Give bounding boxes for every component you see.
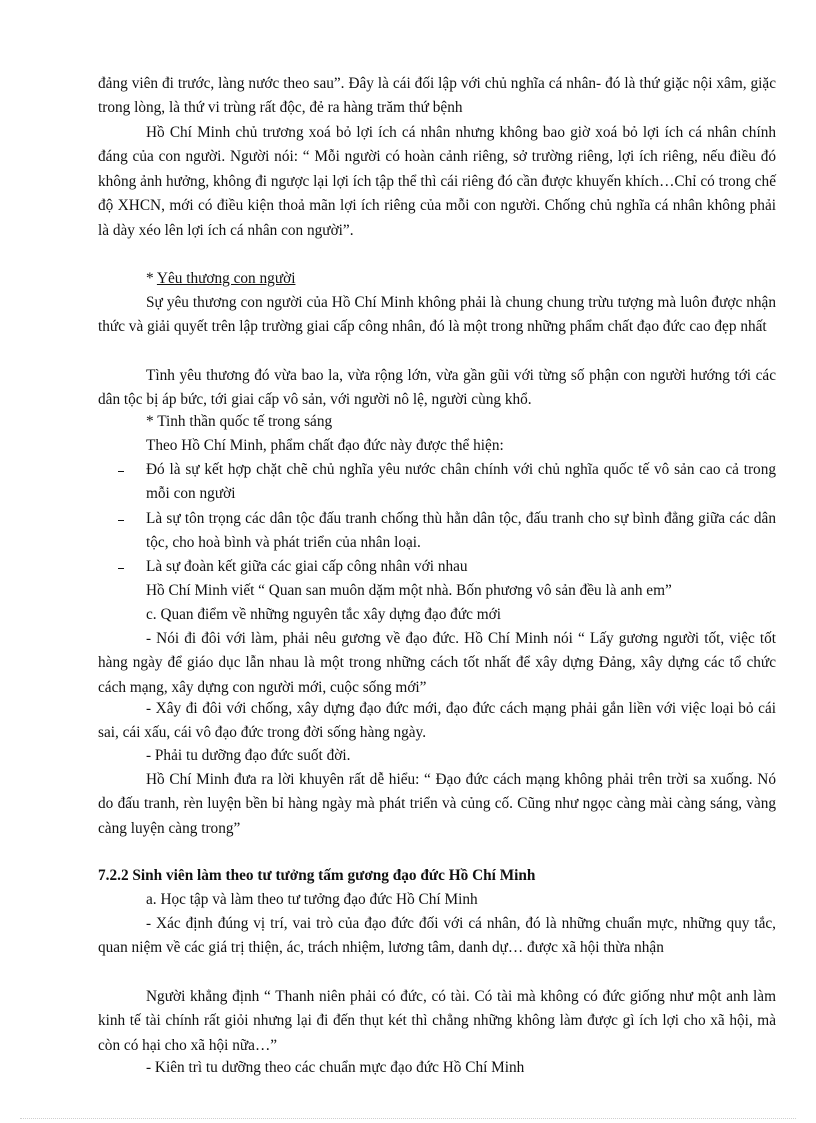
- heading-love-people: [98, 267, 776, 291]
- bullet-item-1: Đó là sự kết hợp chặt chẽ chủ nghĩa yêu nước chân chính với chủ nghĩa quốc tế vô sản cao cả trong mỗi con người: [146, 461, 776, 503]
- heading-bullet-star: *: [146, 270, 157, 287]
- heading-love-people-text: Yêu thương con người: [156, 270, 296, 287]
- paragraph-individualism: đảng viên đi trước, làng nước theo sau”. Đây là cái đối lập với chủ nghĩa cá nhân- đó là thứ giặc nội xâm, giặc trong lòng, là thứ vi trùng rất độc, đẻ ra hàng trăm thứ bệnh: [98, 75, 776, 117]
- paragraph-advice-quote: Hồ Chí Minh đưa ra lời khuyên rất dễ hiểu: “ Đạo đức cách mạng không phải trên trời sa xuống. Nó do đấu tranh, rèn luyện bền bỉ hàng ngày mà phát triển và củng cố. Cũng như ngọc càng mài càng sáng, vàng càng luyện càng trong”: [98, 771, 776, 837]
- bullet-dash-2: [118, 520, 124, 521]
- bullet-dash-3: [118, 568, 124, 569]
- heading-principles: c. Quan điểm về những nguyên tắc xây dựng đạo đức mới: [146, 606, 501, 623]
- paragraph-ethics-role: - Xác định đúng vị trí, vai trò của đạo đức đối với cá nhân, đó là những chuẩn mực, những quy tắc, quan niệm về các giá trị thiện, ác, trách nhiệm, lương tâm, danh dự… được xã hội thừa nhận: [98, 915, 776, 957]
- paragraph-principle-build: - Xây đi đôi với chống, xây dựng đạo đức mới, đạo đức cách mạng phải gắn liền với việc loại bỏ cái sai, cái xấu, cái vô đạo đức trong đời sống hàng ngày.: [98, 700, 776, 742]
- heading-internationalism: * Tinh thần quốc tế trong sáng: [146, 413, 333, 430]
- bullet-item-2: Là sự tôn trọng các dân tộc đấu tranh chống thù hằn dân tộc, đấu tranh cho sự bình đẳng giữa các dân tộc, cho hoà bình và phát triển của nhân loại.: [146, 510, 776, 552]
- bullet-dash-1: [118, 471, 124, 472]
- paragraph-principle-example: - Nói đi đôi với làm, phải nêu gương về đạo đức. Hồ Chí Minh nói “ Lấy gương người tốt, việc tốt hàng ngày để giáo dục lẫn nhau là một trong những cách tốt nhất để xây dựng Đảng, xây dựng các tổ chức cách mạng, xây dựng con người mới, cuộc sống mới”: [98, 630, 776, 696]
- section-heading-722: 7.2.2 Sinh viên làm theo tư tưởng tấm gương đạo đức Hồ Chí Minh: [98, 867, 536, 884]
- paragraph-personal-interest: Hồ Chí Minh chủ trương xoá bỏ lợi ích cá nhân nhưng không bao giờ xoá bỏ lợi ích cá nhân chính đáng của con người. Người nói: “ Mỗi người có hoàn cảnh riêng, sở trường riêng, lợi ích riêng, nếu điều đó không ảnh hưởng, không đi ngược lại lợi ích tập thể thì cái riêng đó cần được khuyến khích…Chỉ có trong chế độ XHCN, mới có điều kiện thoả mãn lợi ích riêng của mỗi con người. Chống chủ nghĩa cá nhân không phải là dày xéo lên lợi ích cá nhân con người”.: [98, 124, 776, 239]
- subheading-learn-follow: a. Học tập và làm theo tư tưởng đạo đức Hồ Chí Minh: [146, 891, 478, 908]
- paragraph-quote-poem: Hồ Chí Minh viết “ Quan san muôn dặm một nhà. Bốn phương vô sản đều là anh em”: [146, 582, 672, 599]
- paragraph-love-scope: Tình yêu thương đó vừa bao la, vừa rộng lớn, vừa gần gũi với từng số phận con người hướng tới các dân tộc bị áp bức, tới giai cấp vô sản, với người nô lệ, người cùng khổ.: [98, 367, 776, 409]
- paragraph-persevere: - Kiên trì tu dưỡng theo các chuẩn mực đạo đức Hồ Chí Minh: [146, 1059, 525, 1076]
- paragraph-youth-quote: Người khẳng định “ Thanh niên phải có đức, có tài. Có tài mà không có đức giống như một anh làm kinh tế tài chính rất giỏi nhưng lại đi đến thụt két thì chẳng những không làm được gì ích lợi cho xã hội, mà còn có hại cho xã hội nữa…”: [98, 988, 776, 1054]
- paragraph-love-people: Sự yêu thương con người của Hồ Chí Minh không phải là chung chung trừu tượng mà luôn được nhận thức và giải quyết trên lập trường giai cấp công nhân, đó là một trong những phẩm chất đạo đức cao đẹp nhất: [98, 294, 776, 336]
- bullet-item-3: Là sự đoàn kết giữa các giai cấp công nhân với nhau: [146, 558, 468, 575]
- page-bottom-divider: [20, 1118, 796, 1119]
- paragraph-manifestation: Theo Hồ Chí Minh, phẩm chất đạo đức này được thể hiện:: [146, 437, 504, 454]
- paragraph-principle-lifelong: - Phải tu dưỡng đạo đức suốt đời.: [146, 747, 351, 764]
